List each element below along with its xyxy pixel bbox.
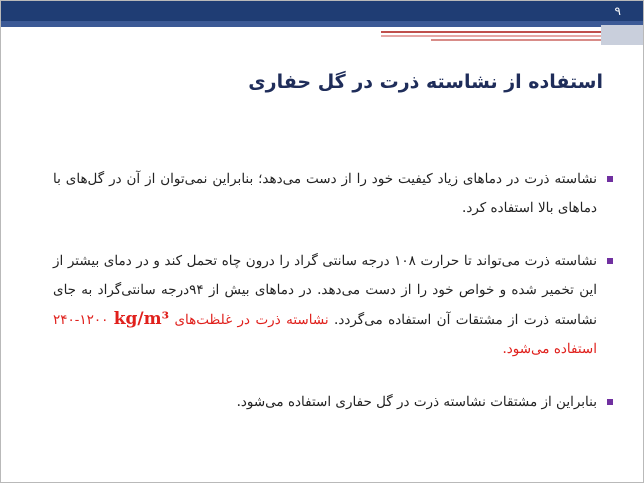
bullet-text: نشاسته ذرت می‌تواند تا حرارت ۱۰۸ درجه سانتی گراد را درون چاه تحمل کند و در دمای بیشتر از این تخمیر شده و خواص خود را از دست می‌دهد. در دماهای بیش از ۹۴درجه سانتی‌گراد به جای نشاسته ذرت از مشتقات آن استفاده می‌گردد.	[53, 253, 598, 328]
slide-number: ۹	[614, 4, 621, 18]
bullet-item	[53, 388, 613, 417]
header-accent	[1, 21, 644, 27]
bullet-item	[53, 165, 613, 223]
bullet-marker	[607, 176, 613, 182]
slide-title: استفاده از نشاسته ذرت در گل حفاری	[248, 71, 603, 93]
decorative-stripe	[601, 25, 644, 45]
highlight-end: استفاده می‌شود.	[502, 341, 597, 357]
highlight-text: نشاسته ذرت در غلظت‌های	[174, 312, 329, 328]
highlight-range: ۱۲۰۰-۲۴۰	[53, 312, 109, 328]
slide-content	[53, 165, 613, 441]
bullet-item	[53, 247, 613, 364]
bullet-marker	[607, 258, 613, 264]
bullet-marker	[607, 399, 613, 405]
decorative-stripe	[381, 35, 611, 37]
header-bar	[1, 1, 644, 23]
bullet-text: نشاسته ذرت در دماهای زیاد کیفیت خود را از دست می‌دهد؛ بنابراین نمی‌توان از آن در گل‌های با دماهای بالا استفاده کرد.	[53, 171, 597, 216]
decorative-stripe	[381, 31, 611, 33]
bullet-text: بنابراین از مشتقات نشاسته ذرت در گل حفاری استفاده می‌شود.	[236, 394, 597, 410]
highlight-unit: kg/m³	[113, 309, 170, 329]
